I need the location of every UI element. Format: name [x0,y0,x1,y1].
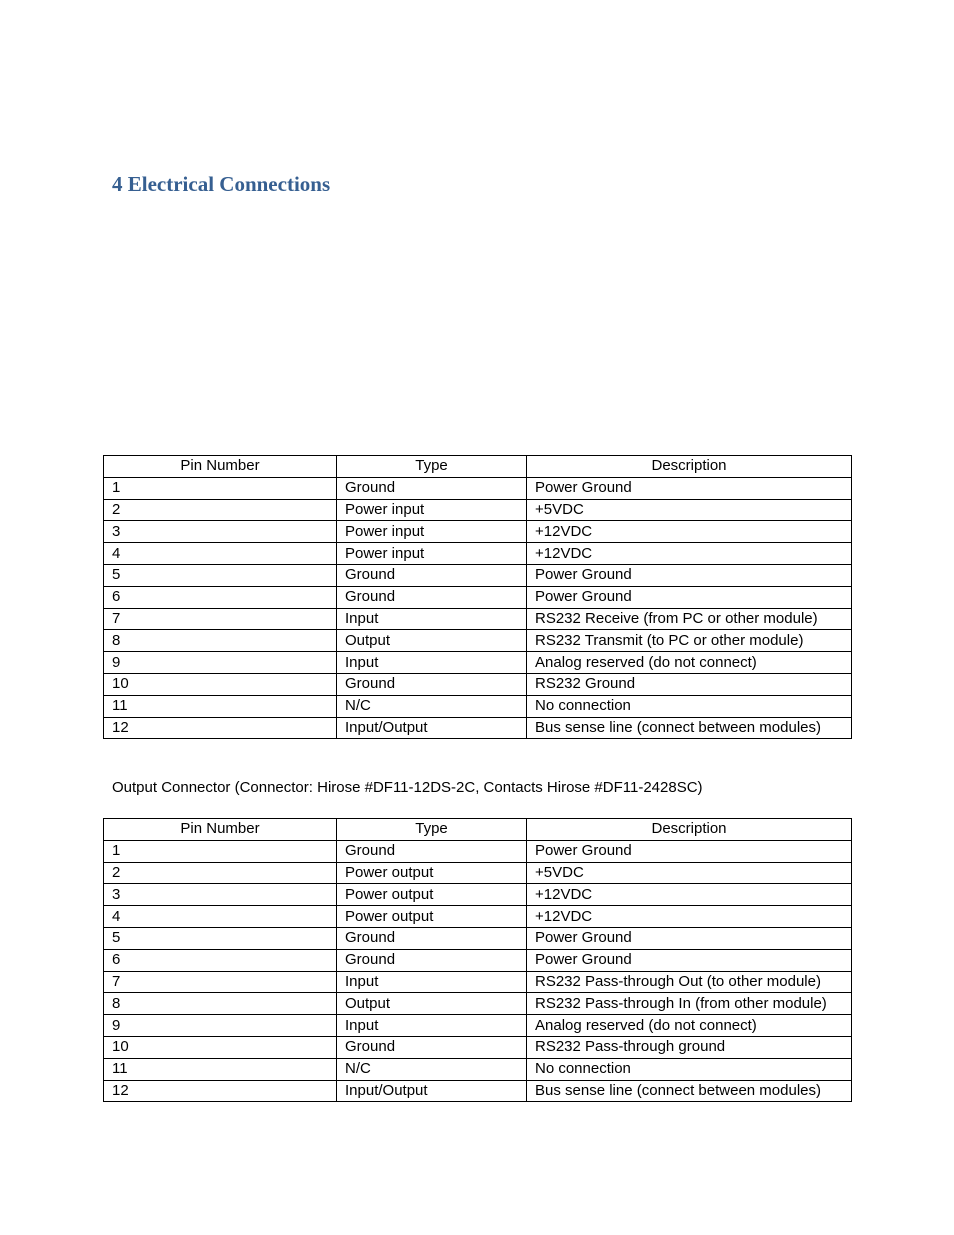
pin-number-cell: 7 [104,971,337,993]
table-row [104,1036,852,1058]
type-cell: Output [337,630,527,652]
type-cell: Ground [337,564,527,586]
column-header-type: Type [337,819,527,841]
pin-number-cell: 6 [104,586,337,608]
type-cell: Ground [337,477,527,499]
description-cell: +12VDC [527,543,852,565]
type-cell: Output [337,993,527,1015]
description-cell: RS232 Pass-through ground [527,1036,852,1058]
pin-number-cell: 2 [104,499,337,521]
table-row [104,927,852,949]
pin-number-cell: 3 [104,521,337,543]
description-cell: Bus sense line (connect between modules) [527,1080,852,1102]
pin-number-cell: 10 [104,673,337,695]
type-cell: Power input [337,543,527,565]
pin-number-cell: 5 [104,927,337,949]
column-header-pin-number: Pin Number [104,456,337,478]
pin-number-cell: 11 [104,1058,337,1080]
type-cell: Power input [337,521,527,543]
type-cell: Input/Output [337,717,527,739]
type-cell: Power output [337,884,527,906]
description-cell: Power Ground [527,564,852,586]
type-cell: Ground [337,673,527,695]
description-cell: RS232 Pass-through Out (to other module) [527,971,852,993]
pin-number-cell: 12 [104,717,337,739]
table-row [104,499,852,521]
table-row [104,1058,852,1080]
type-cell: Input/Output [337,1080,527,1102]
pin-number-cell: 4 [104,543,337,565]
input-connector-table [103,455,852,739]
description-cell: Power Ground [527,949,852,971]
pin-number-cell: 4 [104,906,337,928]
description-cell: +12VDC [527,906,852,928]
table-row [104,862,852,884]
pin-number-cell: 2 [104,862,337,884]
description-cell: RS232 Ground [527,673,852,695]
table-row [104,564,852,586]
pin-number-cell: 5 [104,564,337,586]
description-cell: RS232 Receive (from PC or other module) [527,608,852,630]
table-row [104,477,852,499]
pin-number-cell: 12 [104,1080,337,1102]
pin-number-cell: 8 [104,630,337,652]
table-row [104,993,852,1015]
description-cell: RS232 Transmit (to PC or other module) [527,630,852,652]
type-cell: Ground [337,840,527,862]
table-row [104,695,852,717]
type-cell: Power output [337,862,527,884]
pin-number-cell: 9 [104,1015,337,1037]
pin-number-cell: 1 [104,477,337,499]
description-cell: Power Ground [527,477,852,499]
type-cell: Ground [337,586,527,608]
pin-number-cell: 10 [104,1036,337,1058]
table-row [104,521,852,543]
type-cell: Ground [337,927,527,949]
type-cell: Input [337,971,527,993]
table-row [104,971,852,993]
table-row [104,1080,852,1102]
table-header-row [104,456,852,478]
type-cell: Input [337,652,527,674]
table-row [104,717,852,739]
type-cell: N/C [337,695,527,717]
description-cell: Bus sense line (connect between modules) [527,717,852,739]
column-header-type: Type [337,456,527,478]
type-cell: Power input [337,499,527,521]
description-cell: No connection [527,1058,852,1080]
column-header-pin-number: Pin Number [104,819,337,841]
type-cell: N/C [337,1058,527,1080]
table-row [104,884,852,906]
description-cell: Power Ground [527,927,852,949]
type-cell: Ground [337,949,527,971]
output-connector-caption: Output Connector (Connector: Hirose #DF11-12DS-2C, Contacts Hirose #DF11-2428SC) [112,779,703,796]
type-cell: Input [337,1015,527,1037]
pin-number-cell: 1 [104,840,337,862]
description-cell: +12VDC [527,521,852,543]
pin-number-cell: 9 [104,652,337,674]
description-cell: No connection [527,695,852,717]
table-row [104,1015,852,1037]
table-header-row [104,819,852,841]
description-cell: Analog reserved (do not connect) [527,1015,852,1037]
description-cell: Power Ground [527,840,852,862]
column-header-description: Description [527,819,852,841]
table-row [104,630,852,652]
type-cell: Input [337,608,527,630]
section-heading: 4 Electrical Connections [112,172,331,196]
table-row [104,586,852,608]
pin-number-cell: 7 [104,608,337,630]
description-cell: +5VDC [527,862,852,884]
pin-number-cell: 8 [104,993,337,1015]
table-row [104,906,852,928]
table-row [104,608,852,630]
description-cell: +12VDC [527,884,852,906]
pin-number-cell: 11 [104,695,337,717]
output-connector-table [103,818,852,1102]
description-cell: Analog reserved (do not connect) [527,652,852,674]
type-cell: Power output [337,906,527,928]
pin-number-cell: 3 [104,884,337,906]
type-cell: Ground [337,1036,527,1058]
table-row [104,652,852,674]
table-row [104,673,852,695]
pin-number-cell: 6 [104,949,337,971]
table-row [104,543,852,565]
table-row [104,949,852,971]
column-header-description: Description [527,456,852,478]
description-cell: Power Ground [527,586,852,608]
description-cell: RS232 Pass-through In (from other module) [527,993,852,1015]
table-row [104,840,852,862]
description-cell: +5VDC [527,499,852,521]
